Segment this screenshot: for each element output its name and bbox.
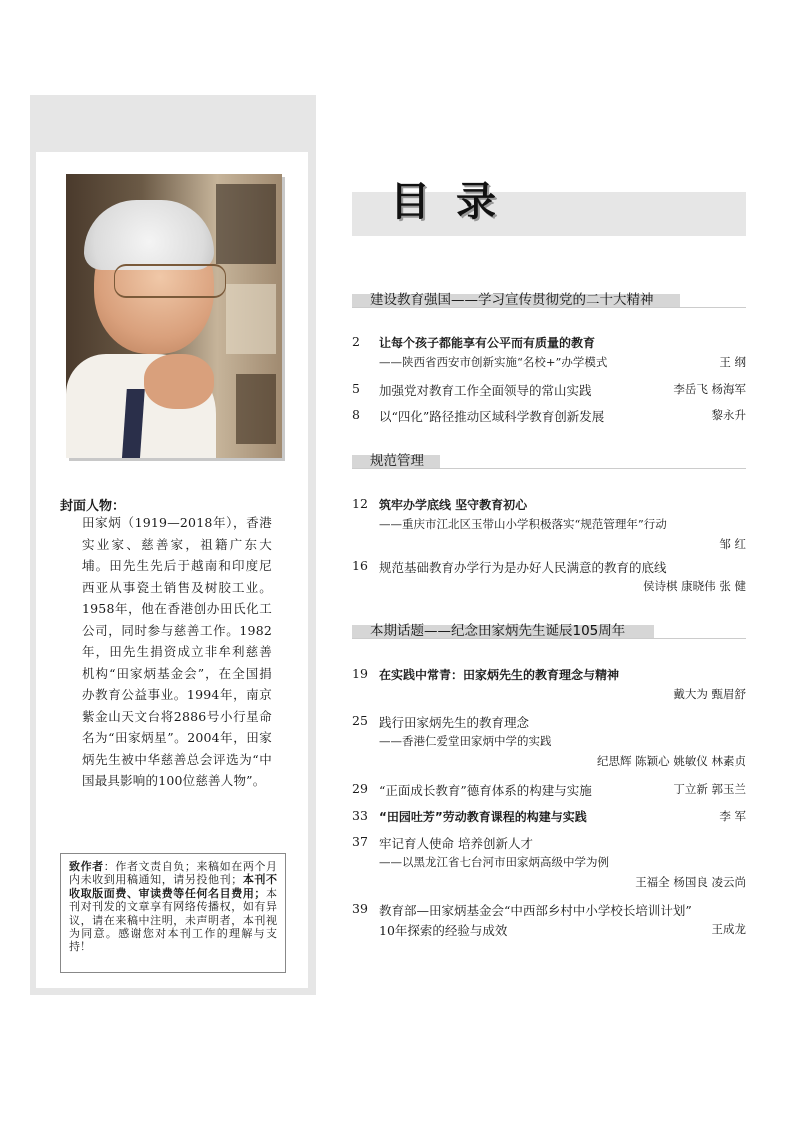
cover-person-bio: 田家炳（1919—2018年），香港实业家、慈善家，祖籍广东大埔。田先生先后于越南和印度尼西亚从事瓷土销售及树胶工业。1958年，他在香港创办田氏化工公司，同时参与慈善工作。1982年，田先生捐资成立非牟利慈善机构“田家炳基金会”，在全国捐办教育公益事业。1994年，南京紫金山天文台将2886号小行星命名为“田家炳星”。2004年，田家炳先生被中华慈善总会评选为“中国最具影响的100位慈善人物”。: [82, 515, 272, 788]
entry-subtitle: ——以黑龙江省七台河市田家炳高级中学为例: [379, 855, 609, 869]
page-number: 5: [352, 381, 360, 396]
entry-author: 王福全 杨国良 凌云尚: [635, 875, 746, 889]
entry-author: 戴大为 甄眉舒: [673, 687, 746, 701]
section-header-education: [352, 294, 746, 308]
page-number: 12: [352, 496, 368, 511]
section-label: 本期话题——纪念田家炳先生诞辰105周年: [370, 623, 626, 639]
entry-title: 加强党对教育工作全面领导的常山实践: [379, 383, 592, 398]
notice-fee-statement: 本刊不收取版面费、审读费等任何名目费用；: [69, 873, 277, 900]
page-number: 37: [352, 834, 368, 849]
entry-author: 丁立新 郭玉兰: [673, 782, 746, 796]
notice-heading: 致作者: [69, 860, 104, 873]
entry-title: 以“四化”路径推动区域科学教育创新发展: [379, 409, 605, 424]
section-label: 规范管理: [370, 453, 424, 469]
entry-title: 在实践中常青：田家炳先生的教育理念与精神: [379, 668, 620, 682]
entry-author: 李 军: [719, 809, 746, 823]
entry-subtitle: ——重庆市江北区玉带山小学积极落实“规范管理年”行动: [379, 517, 667, 531]
entry-subtitle: 10年探索的经验与成效: [379, 923, 508, 938]
entry-author: 李岳飞 杨海军: [673, 382, 746, 396]
entry-author: 王 纲: [719, 355, 746, 369]
entry-title: 教育部—田家炳基金会“中西部乡村中小学校长培训计划”: [379, 903, 692, 918]
author-notice-box: [60, 853, 286, 973]
page-number: 25: [352, 713, 368, 728]
entry-author: 侯诗棋 康晓伟 张 健: [643, 579, 746, 593]
entry-title: “正面成长教育”德育体系的构建与实施: [379, 783, 592, 798]
entry-title: 让每个孩子都能享有公平而有质量的教育: [379, 336, 596, 350]
entry-author: 纪思辉 陈颖心 姚敏仪 林素贞: [597, 754, 746, 768]
section-header-management: [352, 455, 746, 469]
entry-author: 邹 红: [719, 537, 746, 551]
page-number: 2: [352, 334, 360, 349]
entry-subtitle: ——陕西省西安市创新实施“名校+”办学模式: [379, 355, 608, 369]
cover-portrait-photo: [66, 174, 282, 458]
entry-title: 践行田家炳先生的教育理念: [379, 715, 530, 730]
notice-text-2: 本刊对刊发的文章享有网络传播权，如有异议，请在来稿中注明，未声明者，本刊视为同意。感谢您对本刊工作的理解与支持！: [69, 886, 278, 954]
entry-author: 王成龙: [711, 922, 746, 936]
entry-title: “田园吐芳”劳动教育课程的构建与实践: [379, 810, 587, 824]
page-number: 8: [352, 407, 360, 422]
page-number: 29: [352, 781, 368, 796]
page-number: 33: [352, 808, 368, 823]
page-number: 39: [352, 901, 368, 916]
notice-text-1: ：作者文责自负；来稿如在两个月内未收到用稿通知，请另投他刊；: [69, 860, 277, 887]
entry-title: 规范基础教育办学行为是办好人民满意的教育的底线: [379, 560, 667, 575]
section-label: 建设教育强国——学习宣传贯彻党的二十大精神: [370, 292, 654, 308]
page-number: 16: [352, 558, 368, 573]
entry-title: 牢记育人使命 培养创新人才: [379, 836, 533, 851]
entry-subtitle: ——香港仁爱堂田家炳中学的实践: [379, 734, 552, 748]
page-number: 19: [352, 666, 368, 681]
section-header-topic: [352, 625, 746, 639]
entry-title: 筑牢办学底线 坚守教育初心: [379, 498, 528, 512]
toc-title: 目录: [390, 179, 522, 225]
entry-author: 黎永升: [711, 408, 746, 422]
cover-person-label: 封面人物：: [60, 499, 126, 514]
